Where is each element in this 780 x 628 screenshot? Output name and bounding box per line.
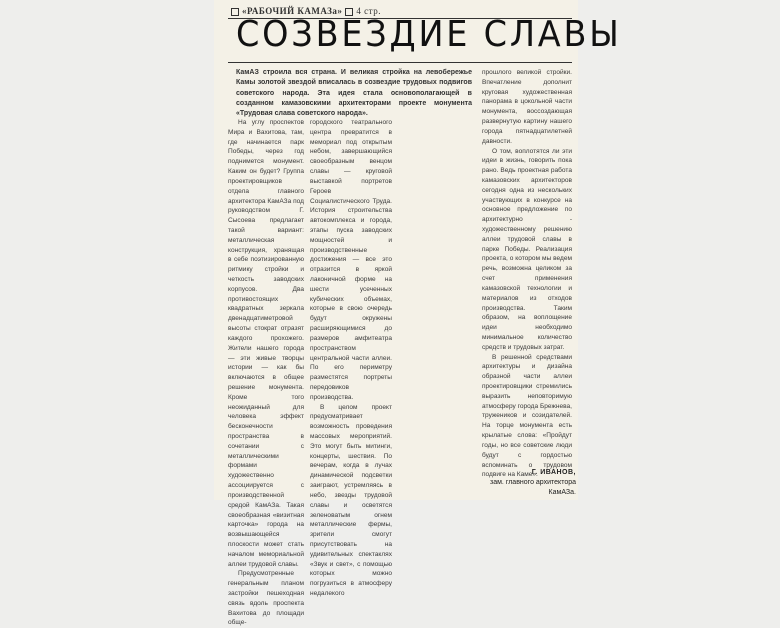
page-number: 4 стр.	[356, 6, 381, 16]
article-column-1	[228, 118, 304, 628]
paragraph: городского театрального центра превратится в мемориал под открытым небом, завершающийся своеобразным венцом славы — круговой выставкой портретов Героев Социалистического Труда. История строительства автокомплекса и города, этапы пуска заводских мощностей и производственные достижения — все это отразится в яркой лаконичной форме на шести усеченных кубических объемах, которые в свою очередь будут окружены расширяющимися до размеров амфитеатра пространством центральной части аллеи. По его периметру разместятся портреты передовиков производства.	[310, 119, 392, 401]
author-name: Г. ИВАНОВ,	[531, 469, 576, 476]
article-title: СОЗВЕЗДИЕ СЛАВЫ	[236, 14, 622, 55]
title-rule	[228, 62, 572, 63]
paragraph: В решенной средствами архитектуры и дизайна образной части аллеи проектировщики стремились выразить неповторимую атмосферу города Брежнева, тружеников и созидателей. На торце монумента есть крылатые слова: «Пройдут годы, но все советские люди будут с гордостью вспоминать о трудовом подвиге на Каме».	[482, 353, 572, 479]
newspaper-name: «РАБОЧИЙ КАМАЗа»	[242, 6, 343, 16]
paragraph: О том, воплотятся ли эти идеи в жизнь, говорить пока рано. Ведь проектная работа камазовских архитекторов сегодня одна из нескольких участвующих в конкурсе на основное предложение по архитектурно - художественному решению аллеи трудовой славы в парке Победы. Реализация проекта, о котором мы ведем речь, возможна целиком за счет применения камазовской технологии и материалов из отходов производства. Таким образом, на воплощение идеи необходимо минимальное количество средств и трудовых затрат.	[482, 147, 572, 351]
paragraph: В целом проект предусматривает возможность проведения массовых мероприятий. Это могут быть митинги, концерты, шествия. По вечерам, когда в лучах динамической подсветки заиграют, устремляясь в небо, звезды трудовой славы и осветятся зеленоватым огнем металлические фермы, зрители смогут присутствовать на удивительных спектаклях «Звук и свет», с помощью которых можно погрузиться в атмосферу недалекого	[310, 403, 392, 597]
paragraph: прошлого великой стройки. Впечатление дополнит круговая художественная панорама в цокольной части монумента, воссоздающая развернутую картину нашего города пятнадцатилетней давности.	[482, 69, 572, 145]
author-role: зам. главного архитектора КамАЗа.	[490, 478, 576, 496]
article-column-3	[482, 68, 572, 480]
paragraph: На углу проспектов Мира и Вахитова, там, где начинается парк Победы, через год поднимется монумент. Каким он будет? Группа проектировщиков отдела главного архитектора КамАЗа под руководством Г. Сысоева предлагает такой вариант: металлическая конструкция, хранящая в себе поэтизированную ритмику стройки и четкость заводских корпусов. Два противостоящих квадратных зеркала двенадцатиметровой высоты стократ отразят каждого прохожего. Жители нашего города — эти живые творцы истории — как бы включаются в общее решение монумента. Кроме того неожиданный для человека эффект бесконечности пространства в сочетании с металлическими формами художественно ассоциируется с производственной средой КамАЗа. Такая своеобразная «визитная карточка» города на возвышающейся плоскости может стать началом мемориальной аллеи трудовой славы.	[228, 119, 304, 568]
article-column-2	[310, 118, 392, 599]
newspaper-page	[214, 0, 622, 627]
article-lead: КамАЗ строила вся страна. И великая стройка на левобережье Камы золотой звездой вписалась в созвездие трудовых подвигов советского народа. Эта идея стала основополагающей в созданном камазовскими архитекторами проекте монумента «Трудовая слава советского народа».	[236, 69, 472, 118]
article-signature	[480, 468, 576, 497]
paragraph: Предусмотренные генеральным планом застройки пешеходная связь вдоль проспекта Вахитова до площади обще-	[228, 570, 304, 627]
